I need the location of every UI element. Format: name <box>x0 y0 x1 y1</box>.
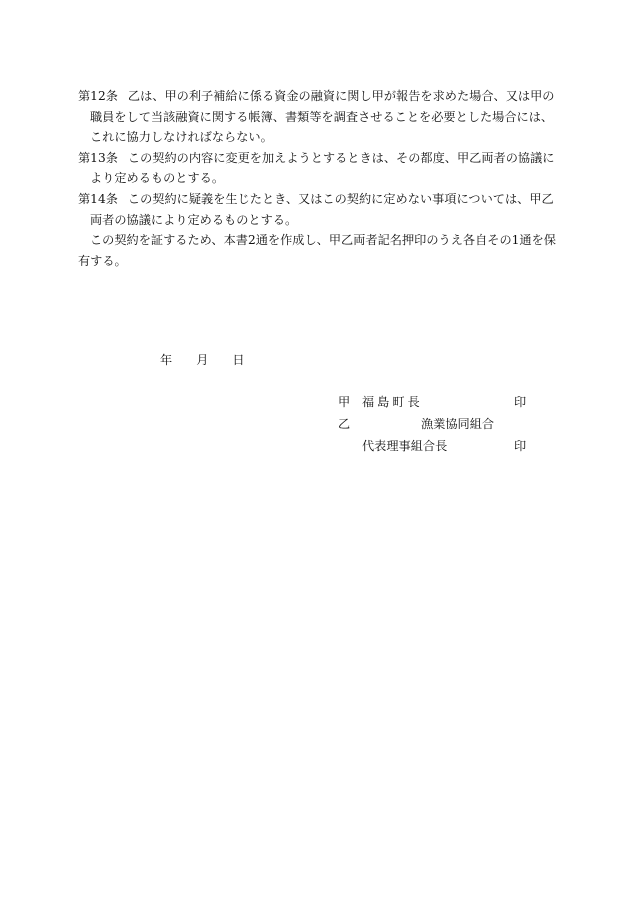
article-12 <box>78 86 556 148</box>
article-14 <box>78 189 556 230</box>
date-month: 月 <box>196 353 209 367</box>
party-b-label: 乙 <box>338 417 351 431</box>
party-a-seal: 印 <box>514 395 527 409</box>
article-text: 乙は、甲の利子補給に係る資金の融資に関し甲が報告を求めた場合、又は甲の職員をして当該融資に関する帳簿、書類等を調査させることを必要とした場合には、これに協力しなければならない。 <box>90 89 555 145</box>
party-b-seal: 印 <box>514 439 527 453</box>
article-13 <box>78 148 556 189</box>
article-number: 第13条 <box>78 150 118 165</box>
party-a-label: 甲 <box>338 395 351 409</box>
article-number: 第14条 <box>78 191 118 206</box>
date-year: 年 <box>160 353 173 367</box>
closing-statement: この契約を証するため、本書2通を作成し、甲乙両者記名押印のうえ各自その1通を保有する。 <box>78 233 556 268</box>
party-b-title: 代表理事組合長 <box>362 439 448 453</box>
date-day: 日 <box>232 353 245 367</box>
article-number: 第12条 <box>78 89 118 103</box>
article-text: この契約の内容に変更を加えようとするときは、その都度、甲乙両者の協議により定めるものとする。 <box>90 150 555 186</box>
party-b-organization: 漁業協同組合 <box>421 417 495 431</box>
party-a-title: 福島町長 <box>362 395 423 409</box>
date-line <box>160 351 245 369</box>
article-list <box>78 86 556 271</box>
article-text: この契約に疑義を生じたとき、又はこの契約に定めない事項については、甲乙両者の協議により定めるものとする。 <box>90 191 554 227</box>
